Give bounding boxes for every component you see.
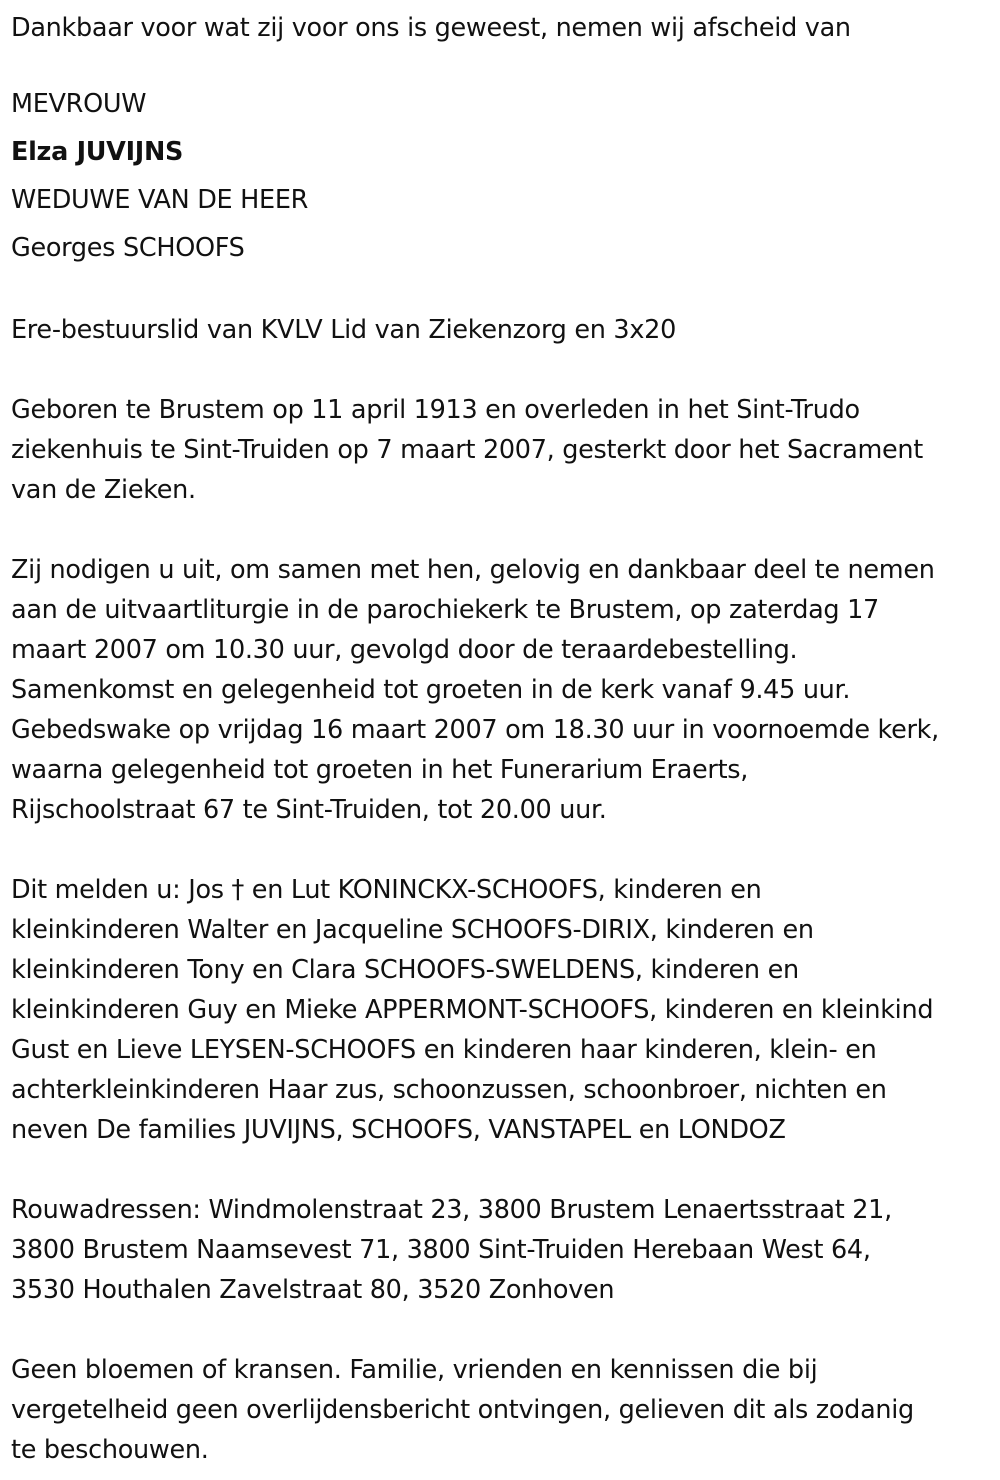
text-line: 3530 Houthalen Zavelstraat 80, 3520 Zonhoven xyxy=(11,1275,615,1305)
text-line: kleinkinderen Tony en Clara SCHOOFS-SWELDENS, kinderen en xyxy=(11,955,799,985)
text-line: achterkleinkinderen Haar zus, schoonzussen, schoonbroer, nichten en xyxy=(11,1075,887,1105)
text-line: Gust en Lieve LEYSEN-SCHOOFS en kinderen haar kinderen, klein- en xyxy=(11,1035,877,1065)
no-flowers-paragraph xyxy=(11,1350,991,1470)
spacer xyxy=(11,272,991,310)
spouse-name: Georges SCHOOFS xyxy=(11,233,245,263)
honorific: MEVROUW xyxy=(11,89,147,119)
membership-text: Ere-bestuurslid van KVLV Lid van Ziekenzorg en 3x20 xyxy=(11,315,676,345)
spacer xyxy=(11,52,991,80)
text-line: Gebedswake op vrijdag 16 maart 2007 om 18.30 uur in voornoemde kerk, xyxy=(11,715,939,745)
text-line: Geen bloemen of kransen. Familie, vrienden en kennissen die bij xyxy=(11,1355,818,1385)
ceremony-paragraph xyxy=(11,550,991,830)
spacer xyxy=(11,350,991,390)
mourning-addresses-paragraph xyxy=(11,1190,991,1310)
family-announcement-paragraph xyxy=(11,870,991,1150)
spacer xyxy=(11,1150,991,1190)
text-line: vergetelheid geen overlijdensbericht ontvingen, gelieven dit als zodanig xyxy=(11,1395,914,1425)
intro-text: Dankbaar voor wat zij voor ons is geweest, nemen wij afscheid van xyxy=(11,13,851,43)
text-line: maart 2007 om 10.30 uur, gevolgd door de teraardebestelling. xyxy=(11,635,798,665)
text-line: Samenkomst en gelegenheid tot groeten in de kerk vanaf 9.45 uur. xyxy=(11,675,851,705)
text-line: Geboren te Brustem op 11 april 1913 en overleden in het Sint-Trudo xyxy=(11,395,860,425)
text-line: Dit melden u: Jos † en Lut KONINCKX-SCHOOFS, kinderen en xyxy=(11,875,762,905)
widow-of-label: WEDUWE VAN DE HEER xyxy=(11,185,309,215)
text-line: kleinkinderen Guy en Mieke APPERMONT-SCHOOFS, kinderen en kleinkind xyxy=(11,995,934,1025)
spacer xyxy=(11,830,991,870)
text-line: neven De families JUVIJNS, SCHOOFS, VANSTAPEL en LONDOZ xyxy=(11,1115,786,1145)
text-line: Rijschoolstraat 67 te Sint-Truiden, tot 20.00 uur. xyxy=(11,795,607,825)
text-line: van de Zieken. xyxy=(11,475,196,505)
text-line: te beschouwen. xyxy=(11,1435,209,1465)
obituary-notice xyxy=(11,4,991,1470)
text-line: kleinkinderen Walter en Jacqueline SCHOOFS-DIRIX, kinderen en xyxy=(11,915,814,945)
text-line: waarna gelegenheid tot groeten in het Funerarium Eraerts, xyxy=(11,755,749,785)
spacer xyxy=(11,1310,991,1350)
text-line: Rouwadressen: Windmolenstraat 23, 3800 Brustem Lenaertsstraat 21, xyxy=(11,1195,892,1225)
birth-death-paragraph xyxy=(11,390,991,510)
text-line: ziekenhuis te Sint-Truiden op 7 maart 2007, gesterkt door het Sacrament xyxy=(11,435,923,465)
text-line: aan de uitvaartliturgie in de parochiekerk te Brustem, op zaterdag 17 xyxy=(11,595,879,625)
spacer xyxy=(11,510,991,550)
text-line: Zij nodigen u uit, om samen met hen, gelovig en dankbaar deel te nemen xyxy=(11,555,935,585)
deceased-name: Elza JUVIJNS xyxy=(11,137,184,167)
text-line: 3800 Brustem Naamsevest 71, 3800 Sint-Truiden Herebaan West 64, xyxy=(11,1235,871,1265)
